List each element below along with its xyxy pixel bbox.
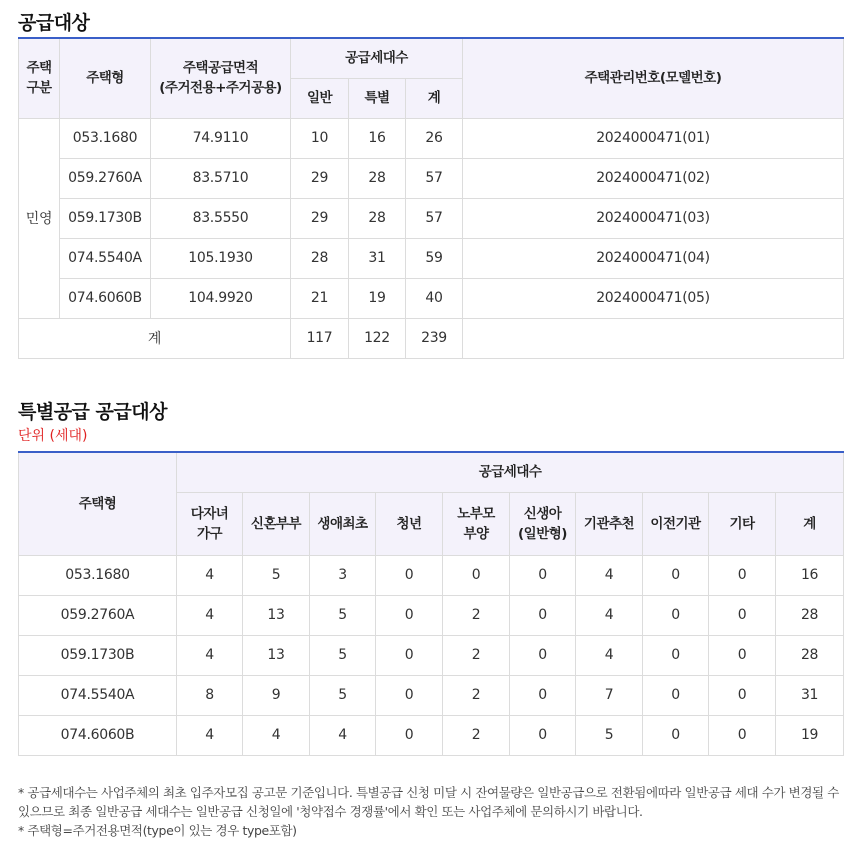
sum-total: 239 — [406, 318, 463, 358]
house-type-cell: 053.1680 — [19, 555, 177, 595]
header-special: 특별 — [349, 78, 406, 118]
header-total: 계 — [406, 78, 463, 118]
total-cell: 28 — [776, 595, 844, 635]
special-cell: 19 — [349, 278, 406, 318]
total-cell: 59 — [406, 238, 463, 278]
header-multi-child: 다자녀 가구 — [177, 492, 243, 555]
header-institution: 기관추천 — [576, 492, 643, 555]
newborn-cell: 0 — [510, 595, 576, 635]
header-youth: 청년 — [376, 492, 443, 555]
relocated-cell: 0 — [643, 595, 709, 635]
unit-label: 단위 (세대) — [18, 428, 88, 444]
elderly-parent-cell: 2 — [443, 675, 510, 715]
header-house-type: 주택형 — [19, 452, 177, 555]
other-cell: 0 — [709, 635, 776, 675]
newlywed-cell: 13 — [243, 635, 310, 675]
institution-cell: 4 — [576, 635, 643, 675]
management-number-cell: 2024000471(04) — [463, 238, 844, 278]
relocated-cell: 0 — [643, 675, 709, 715]
table-row — [19, 555, 844, 595]
special-cell: 31 — [349, 238, 406, 278]
sum-row — [19, 318, 844, 358]
note-2: * 주택형=주거전용면적(type이 있는 경우 type포함) — [18, 823, 297, 838]
management-number-cell: 2024000471(01) — [463, 118, 844, 158]
youth-cell: 0 — [376, 555, 443, 595]
newlywed-cell: 4 — [243, 715, 310, 755]
institution-cell: 4 — [576, 595, 643, 635]
special-supply-title: 특별공급 공급대상 — [18, 401, 167, 423]
area-cell: 83.5710 — [151, 158, 291, 198]
header-house-class: 주택 구분 — [19, 38, 60, 118]
header-supply-area: 주택공급면적 (주거전용+주거공용) — [151, 38, 291, 118]
institution-cell: 4 — [576, 555, 643, 595]
total-cell: 57 — [406, 158, 463, 198]
general-cell: 29 — [291, 158, 349, 198]
notes — [18, 783, 844, 840]
newlywed-cell: 13 — [243, 595, 310, 635]
total-cell: 40 — [406, 278, 463, 318]
header-elderly-parent: 노부모 부양 — [443, 492, 510, 555]
first-time-cell: 3 — [310, 555, 376, 595]
table-row — [19, 158, 844, 198]
other-cell: 0 — [709, 715, 776, 755]
relocated-cell: 0 — [643, 715, 709, 755]
multi-child-cell: 4 — [177, 635, 243, 675]
newlywed-cell: 9 — [243, 675, 310, 715]
general-cell: 10 — [291, 118, 349, 158]
management-number-cell: 2024000471(03) — [463, 198, 844, 238]
house-type-cell: 053.1680 — [60, 118, 151, 158]
house-type-cell: 074.6060B — [60, 278, 151, 318]
sum-special: 122 — [349, 318, 406, 358]
total-cell: 31 — [776, 675, 844, 715]
first-time-cell: 5 — [310, 675, 376, 715]
house-class-cell: 민영 — [19, 118, 60, 318]
management-number-cell: 2024000471(02) — [463, 158, 844, 198]
house-type-cell: 059.1730B — [60, 198, 151, 238]
institution-cell: 7 — [576, 675, 643, 715]
area-cell: 74.9110 — [151, 118, 291, 158]
house-type-cell: 059.2760A — [60, 158, 151, 198]
youth-cell: 0 — [376, 675, 443, 715]
supply-target-title: 공급대상 — [18, 12, 90, 34]
youth-cell: 0 — [376, 715, 443, 755]
total-cell: 19 — [776, 715, 844, 755]
header-house-type: 주택형 — [60, 38, 151, 118]
newlywed-cell: 5 — [243, 555, 310, 595]
header-management-number: 주택관리번호(모델번호) — [463, 38, 844, 118]
table-row — [19, 675, 844, 715]
general-cell: 28 — [291, 238, 349, 278]
elderly-parent-cell: 2 — [443, 595, 510, 635]
first-time-cell: 5 — [310, 635, 376, 675]
multi-child-cell: 4 — [177, 555, 243, 595]
total-cell: 28 — [776, 635, 844, 675]
supply-target-table — [18, 37, 844, 359]
special-cell: 16 — [349, 118, 406, 158]
first-time-cell: 5 — [310, 595, 376, 635]
relocated-cell: 0 — [643, 635, 709, 675]
header-supply-count: 공급세대수 — [291, 38, 463, 78]
elderly-parent-cell: 2 — [443, 715, 510, 755]
newborn-cell: 0 — [510, 675, 576, 715]
house-type-cell: 074.6060B — [19, 715, 177, 755]
house-type-cell: 059.1730B — [19, 635, 177, 675]
area-cell: 104.9920 — [151, 278, 291, 318]
institution-cell: 5 — [576, 715, 643, 755]
newborn-cell: 0 — [510, 555, 576, 595]
total-cell: 26 — [406, 118, 463, 158]
house-type-cell: 074.5540A — [60, 238, 151, 278]
header-total: 계 — [776, 492, 844, 555]
management-number-cell: 2024000471(05) — [463, 278, 844, 318]
special-cell: 28 — [349, 158, 406, 198]
other-cell: 0 — [709, 675, 776, 715]
header-supply-count: 공급세대수 — [177, 452, 844, 492]
special-supply-table — [18, 451, 844, 756]
youth-cell: 0 — [376, 635, 443, 675]
other-cell: 0 — [709, 555, 776, 595]
house-type-cell: 074.5540A — [19, 675, 177, 715]
elderly-parent-cell: 0 — [443, 555, 510, 595]
other-cell: 0 — [709, 595, 776, 635]
header-newborn: 신생아 (일반형) — [510, 492, 576, 555]
area-cell: 83.5550 — [151, 198, 291, 238]
special-cell: 28 — [349, 198, 406, 238]
general-cell: 21 — [291, 278, 349, 318]
sum-general: 117 — [291, 318, 349, 358]
table-row — [19, 238, 844, 278]
table-row — [19, 595, 844, 635]
table-row — [19, 198, 844, 238]
header-other: 기타 — [709, 492, 776, 555]
sum-label: 계 — [19, 318, 291, 358]
table-row — [19, 278, 844, 318]
multi-child-cell: 8 — [177, 675, 243, 715]
table-row — [19, 118, 844, 158]
sum-empty — [463, 318, 844, 358]
newborn-cell: 0 — [510, 715, 576, 755]
relocated-cell: 0 — [643, 555, 709, 595]
note-1: * 공급세대수는 사업주체의 최초 입주자모집 공고문 기준입니다. 특별공급 신청 미달 시 잔여물량은 일반공급으로 전환됨에따라 일반공급 세대 수가 변경될 수 있으므로 최종 일반공급 세대수는 일반공급 신청일에 '청약접수 경쟁률'에서 확인 또는 사업주체에 문의하시기 바랍니다. — [18, 785, 839, 819]
general-cell: 29 — [291, 198, 349, 238]
total-cell: 57 — [406, 198, 463, 238]
header-relocated: 이전기관 — [643, 492, 709, 555]
table-row — [19, 635, 844, 675]
table-row — [19, 715, 844, 755]
house-type-cell: 059.2760A — [19, 595, 177, 635]
total-cell: 16 — [776, 555, 844, 595]
newborn-cell: 0 — [510, 635, 576, 675]
elderly-parent-cell: 2 — [443, 635, 510, 675]
header-first-time: 생애최초 — [310, 492, 376, 555]
header-general: 일반 — [291, 78, 349, 118]
multi-child-cell: 4 — [177, 715, 243, 755]
multi-child-cell: 4 — [177, 595, 243, 635]
header-newlywed: 신혼부부 — [243, 492, 310, 555]
area-cell: 105.1930 — [151, 238, 291, 278]
youth-cell: 0 — [376, 595, 443, 635]
first-time-cell: 4 — [310, 715, 376, 755]
